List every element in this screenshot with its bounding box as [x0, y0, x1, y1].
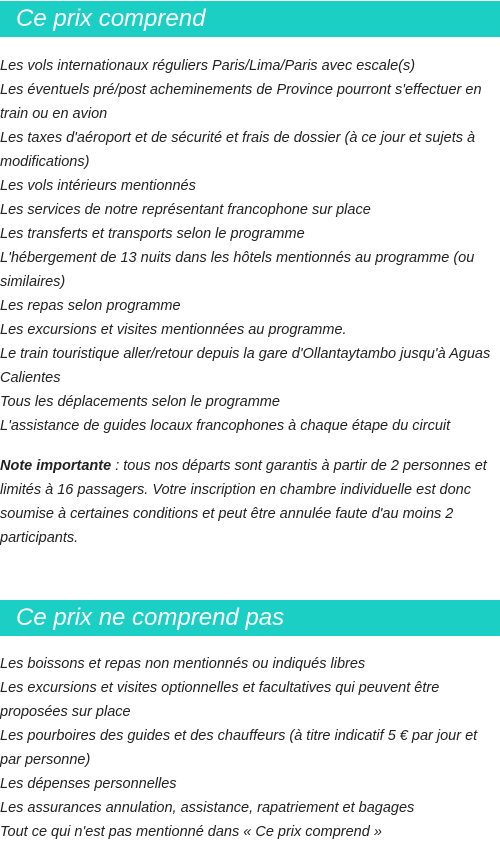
price-excludes-list	[0, 652, 500, 844]
list-item: Les excursions et visites mentionnées au programme.	[0, 322, 347, 338]
price-includes-list	[0, 54, 500, 438]
list-item: Les vols intérieurs mentionnés	[0, 178, 196, 194]
list-item: L'assistance de guides locaux francophones à chaque étape du circuit	[0, 418, 451, 434]
list-item: Les excursions et visites optionnelles et facultatives qui peuvent être proposées sur place	[0, 680, 440, 720]
list-item: Tout ce qui n'est pas mentionné dans « Ce prix comprend »	[0, 824, 382, 840]
list-item: Tous les déplacements selon le programme	[0, 394, 280, 410]
important-note-label: Note importante	[0, 458, 112, 474]
price-includes-section	[0, 1, 500, 550]
list-item: Les boissons et repas non mentionnés ou indiqués libres	[0, 656, 366, 672]
list-item: L'hébergement de 13 nuits dans les hôtels mentionnés au programme (ou similaires)	[0, 250, 475, 290]
list-item: Le train touristique aller/retour depuis la gare d'Ollantaytambo jusqu'à Aguas Calientes	[0, 346, 491, 386]
list-item: Les repas selon programme	[0, 298, 181, 314]
price-excludes-heading: Ce prix ne comprend pas	[0, 600, 500, 636]
list-item: Les dépenses personnelles	[0, 776, 177, 792]
price-includes-heading: Ce prix comprend	[0, 1, 500, 37]
list-item: Les transferts et transports selon le programme	[0, 226, 305, 242]
list-item: Les services de notre représentant francophone sur place	[0, 202, 371, 218]
list-item: Les vols internationaux réguliers Paris/Lima/Paris avec escale(s)	[0, 58, 416, 74]
price-excludes-section	[0, 600, 500, 844]
important-note	[0, 454, 500, 550]
list-item: Les pourboires des guides et des chauffeurs (à titre indicatif 5 € par jour et par personne)	[0, 728, 478, 768]
list-item: Les taxes d'aéroport et de sécurité et frais de dossier (à ce jour et sujets à modifications)	[0, 130, 476, 170]
list-item: Les assurances annulation, assistance, rapatriement et bagages	[0, 800, 415, 816]
important-note-text: : tous nos départs sont garantis à partir de 2 personnes et limités à 16 passagers. Votre inscription en chambre individuelle est donc soumise à certaines conditions et peut être annulée faute d'au moins 2 participants.	[0, 458, 487, 546]
list-item: Les éventuels pré/post acheminements de Province pourront s'effectuer en train ou en avion	[0, 82, 482, 122]
